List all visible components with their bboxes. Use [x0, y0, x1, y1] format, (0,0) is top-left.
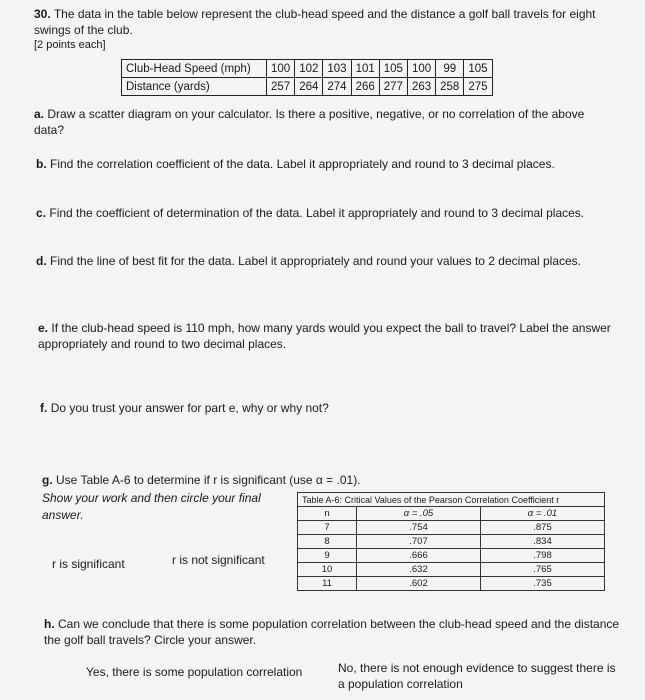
question-a-line1: Draw a scatter diagram on your calculator. Is there a positive, negative, or no correlation of the above: [47, 107, 585, 121]
table-row: [298, 549, 605, 563]
distance-cell: 264: [295, 78, 323, 96]
question-e-label: e.: [38, 321, 49, 335]
question-b-label: b.: [36, 157, 47, 171]
table-cell: 11: [298, 577, 357, 591]
table-cell: .875: [480, 521, 604, 535]
question-b-text: Find the correlation coefficient of the data. Label it appropriately and round to 3 decimal places.: [50, 157, 555, 171]
table-row: [298, 535, 605, 549]
question-g-line3: answer.: [42, 508, 84, 522]
question-f: [40, 400, 329, 416]
critical-values-table: [297, 492, 605, 591]
distance-cell: 257: [267, 78, 295, 96]
option-yes-correlation[interactable]: Yes, there is some population correlation: [86, 665, 303, 679]
speed-cell: 103: [323, 60, 351, 78]
question-e-line1: If the club-head speed is 110 mph, how many yards would you expect the ball to travel? Label the answer: [51, 321, 611, 335]
question-e-line2: appropriately and round to two decimal places.: [38, 337, 287, 351]
table-cell: .707: [357, 535, 481, 549]
question-b: [36, 156, 555, 172]
question-a: [34, 106, 584, 122]
question-g-line2: Show your work and then circle your final: [42, 491, 261, 505]
distance-cell: 258: [436, 78, 464, 96]
table-cell: .632: [357, 563, 481, 577]
row-label-speed: Club-Head Speed (mph): [122, 60, 267, 78]
problem-intro-line1: The data in the table below represent the club-head speed and the distance a golf ball travels for eight: [53, 7, 596, 21]
distance-cell: 266: [351, 78, 379, 96]
points-note: [2 points each]: [34, 39, 106, 51]
option-r-significant[interactable]: r is significant: [52, 557, 125, 571]
speed-cell: 100: [267, 60, 295, 78]
question-c-text: Find the coefficient of determination of the data. Label it appropriately and round to 3 decimal places.: [49, 206, 585, 220]
table-row: [298, 563, 605, 577]
question-g-label: g.: [42, 473, 53, 487]
question-c-label: c.: [36, 206, 47, 220]
table-row: [298, 507, 605, 521]
table-cell: .754: [357, 521, 481, 535]
table-cell: .735: [480, 577, 604, 591]
problem-number: 30.: [34, 7, 51, 21]
table-cell: .798: [480, 549, 604, 563]
critical-table-title: Table A-6: Critical Values of the Pearson Correlation Coefficient r: [298, 493, 605, 507]
option-r-not-significant[interactable]: r is not significant: [172, 553, 265, 567]
question-d: [36, 253, 581, 269]
speed-cell: 105: [464, 60, 492, 78]
question-a-label: a.: [34, 107, 45, 121]
distance-cell: 274: [323, 78, 351, 96]
question-a-line2: data?: [34, 123, 65, 137]
question-f-label: f.: [40, 401, 48, 415]
option-no-correlation[interactable]: [338, 660, 616, 692]
table-cell: .602: [357, 577, 481, 591]
problem-header: [34, 6, 596, 22]
speed-cell: 102: [295, 60, 323, 78]
table-row: [122, 60, 493, 78]
table-row: [298, 577, 605, 591]
question-h-line2: the golf ball travels? Circle your answer.: [44, 633, 257, 647]
data-table: [121, 59, 493, 96]
question-d-label: d.: [36, 254, 47, 268]
question-h: [44, 616, 619, 632]
table-cell: 10: [298, 563, 357, 577]
column-header: n: [298, 507, 357, 521]
option-no-line1: No, there is not enough evidence to suggest there is: [338, 661, 616, 675]
table-cell: .765: [480, 563, 604, 577]
distance-cell: 275: [464, 78, 492, 96]
speed-cell: 105: [379, 60, 407, 78]
question-d-text: Find the line of best fit for the data. Label it appropriately and round your values to 2 decimal places.: [50, 254, 581, 268]
row-label-distance: Distance (yards): [122, 78, 267, 96]
option-no-line2: a population correlation: [338, 677, 463, 691]
table-row: [298, 521, 605, 535]
speed-cell: 101: [351, 60, 379, 78]
problem-intro-line2: swings of the club.: [34, 23, 133, 37]
table-cell: 7: [298, 521, 357, 535]
question-g-line1: Use Table A-6 to determine if r is significant (use α = .01).: [56, 473, 361, 487]
question-c: [36, 205, 584, 221]
table-row: [298, 493, 605, 507]
table-cell: 9: [298, 549, 357, 563]
column-header: α = .01: [480, 507, 604, 521]
table-cell: .834: [480, 535, 604, 549]
table-cell: .666: [357, 549, 481, 563]
question-f-text: Do you trust your answer for part e, why or why not?: [50, 401, 329, 415]
question-g: [42, 472, 361, 488]
table-cell: 8: [298, 535, 357, 549]
table-row: [122, 78, 493, 96]
speed-cell: 100: [407, 60, 435, 78]
question-h-line1: Can we conclude that there is some population correlation between the club-head speed and the distance: [58, 617, 620, 631]
distance-cell: 263: [407, 78, 435, 96]
distance-cell: 277: [379, 78, 407, 96]
question-h-label: h.: [44, 617, 55, 631]
speed-cell: 99: [436, 60, 464, 78]
column-header: α = .05: [357, 507, 481, 521]
question-e: [38, 320, 611, 336]
